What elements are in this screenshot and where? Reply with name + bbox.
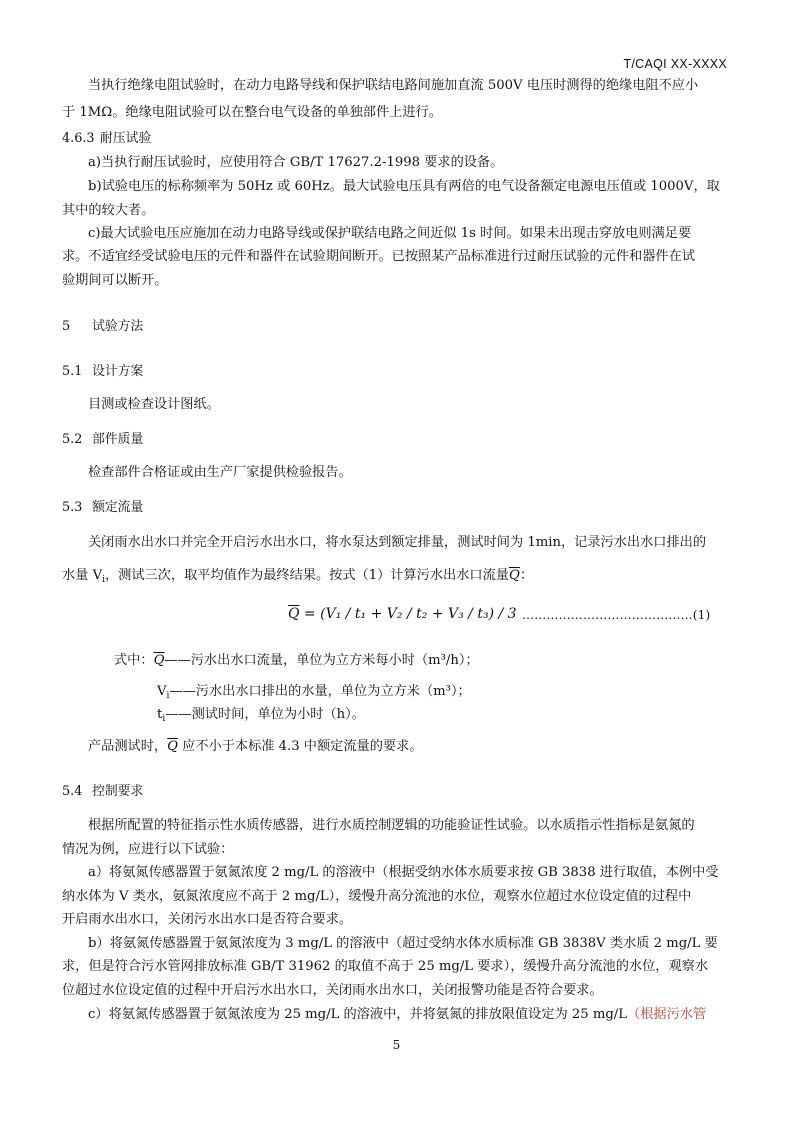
section-number: 5.3 (62, 500, 83, 515)
where-q-line (114, 652, 479, 670)
flow-formula (288, 606, 517, 622)
paragraph-line: 于 1MΩ。绝缘电阻试验可以在整台电气设备的单独部件上进行。 (62, 105, 442, 120)
paragraph-line (88, 1006, 706, 1024)
paragraph-line: c)最大试验电压应施加在动力电路导线或保护联结电路之间近似 1s 时间。如果未出现击穿放电则满足要 (88, 226, 692, 241)
section-heading-5-1 (62, 363, 143, 381)
section-title: 设计方案 (92, 364, 144, 379)
q-bar-symbol: $\overline{Q}$ (167, 739, 178, 754)
paragraph-line: 情况为例，应进行以下试验： (62, 842, 234, 857)
paragraph-line: 当执行绝缘电阻试验时，在动力电路导线和保护联结电路间施加直流 500V 电压时测得的绝缘电阻不应小 (88, 78, 699, 93)
q-bar-symbol: $\overline{Q}$ (153, 653, 165, 668)
paragraph-line: 求，但是符合污水管网排放标准 GB/T 31962 的取值不高于 25 mg/L 要求），缓慢升高分流池的水位，观察水 (62, 959, 709, 974)
page-number: 5 (392, 1038, 401, 1052)
where-v-line (157, 683, 471, 705)
where-v-desc: ——污水出水口排出的水量，单位为立方米（m³）； (169, 684, 471, 699)
section-heading-5 (62, 318, 143, 336)
paragraph-line: 检查部件合格证或由生产厂家提供检验报告。 (88, 465, 352, 480)
section-title: 额定流量 (92, 500, 144, 515)
t-symbol: t (157, 707, 163, 722)
where-t-desc: ——测试时间，单位为小时（h）。 (165, 707, 365, 722)
paragraph-line: a)当执行耐压试验时，应使用符合 GB/T 17627.2-1998 要求的设备。 (88, 155, 504, 170)
paragraph-line: 求。不适宜经受试验电压的元件和器件在试验期间断开。已按照某产品标准进行过耐压试验的元件和器件在试 (62, 249, 695, 264)
text-run: c）将氨氮传感器置于氨氮浓度为 25 mg/L 的溶液中，并将氨氮的排放限值设定为 25 mg/L (88, 1007, 628, 1022)
paragraph-line: b)试验电压的标称频率为 50Hz 或 60Hz。最大试验电压具有两倍的电气设备额定电源电压值或 1000V，取 (88, 179, 720, 194)
section-number: 4.6.3 (62, 131, 95, 146)
section-number: 5.1 (62, 364, 83, 379)
subscript: i (162, 714, 166, 724)
paragraph-line: 纳水体为 V 类水，氨氮浓度应不高于 2 mg/L），缓慢升高分流池的水位，观察水位超过水位设定值的过程中 (62, 889, 692, 904)
section-title: 耐压试验 (100, 131, 152, 146)
paragraph-line: 开启雨水出水口，关闭污水出水口是否符合要求。 (62, 912, 353, 927)
paragraph-line: a）将氨氮传感器置于氨氮浓度 2 mg/L 的溶液中（根据受纳水体水质要求按 GB 3838 进行取值，本例中受 (88, 865, 719, 880)
paragraph-line: 目测或检查设计图纸。 (88, 397, 220, 412)
section-heading-5-2 (62, 431, 143, 449)
text-run: 应不小于本标准 4.3 中额定流量的要求。 (177, 739, 423, 754)
section-number: 5.4 (62, 784, 83, 799)
section-heading-5-3 (62, 499, 143, 517)
section-heading-4-6-3 (62, 130, 151, 148)
requirement-line (88, 738, 422, 756)
formula-number: ……………………………………(1) (522, 608, 711, 622)
text-run: ： (519, 568, 533, 583)
paragraph-line: 其中的较大者。 (62, 203, 155, 218)
paragraph-line: 位超过水位设定值的过程中开启污水出水口，关闭雨水出水口，关闭报警功能是否符合要求。 (62, 983, 603, 998)
where-label: 式中： (114, 653, 154, 668)
section-title: 部件质量 (92, 432, 144, 447)
paragraph-line: b）将氨氮传感器置于氨氮浓度为 3 mg/L 的溶液中（超过受纳水体水质标准 GB 3838V 类水质 2 mg/L 要 (88, 936, 718, 951)
where-q-desc: ——污水出水口流量，单位为立方米每小时（m³/h）； (164, 653, 479, 668)
where-t-line (157, 706, 365, 728)
paragraph-line: 验期间可以断开。 (62, 273, 168, 288)
formula-lhs: $\overline{Q}$ (288, 606, 300, 622)
text-run: 产品测试时， (88, 739, 168, 754)
section-heading-5-4 (62, 783, 143, 801)
section-number: 5 (62, 319, 71, 334)
subscript: i (102, 575, 105, 585)
section-title: 控制要求 (92, 784, 144, 799)
paragraph-line: 关闭雨水出水口并完全开启污水出水口，将水泵达到额定排量，测试时间为 1min，记录污水出水口排出的 (88, 535, 707, 550)
paragraph-line (62, 567, 533, 589)
text-run: 水量 V (62, 568, 103, 583)
section-number: 5.2 (62, 432, 83, 447)
q-bar-symbol: $\overline{Q}$ (509, 568, 520, 583)
section-title: 试验方法 (92, 319, 144, 334)
doc-code-header: T/CAQI XX-XXXX (623, 57, 727, 71)
paragraph-line: 根据所配置的特征指示性水质传感器，进行水质控制逻辑的功能验证性试验。以水质指示性指标是氨氮的 (88, 818, 695, 833)
highlighted-text-run: （根据污水管 (627, 1007, 707, 1022)
formula-rhs: = (V₁ / t₁ + V₂ / t₂ + V₃ / t₃) / 3 (299, 606, 517, 622)
text-run: ，测试三次，取平均值作为最终结果。按式（1）计算污水出水口流量 (104, 568, 509, 583)
v-symbol: V (157, 684, 167, 699)
subscript: i (166, 691, 170, 701)
